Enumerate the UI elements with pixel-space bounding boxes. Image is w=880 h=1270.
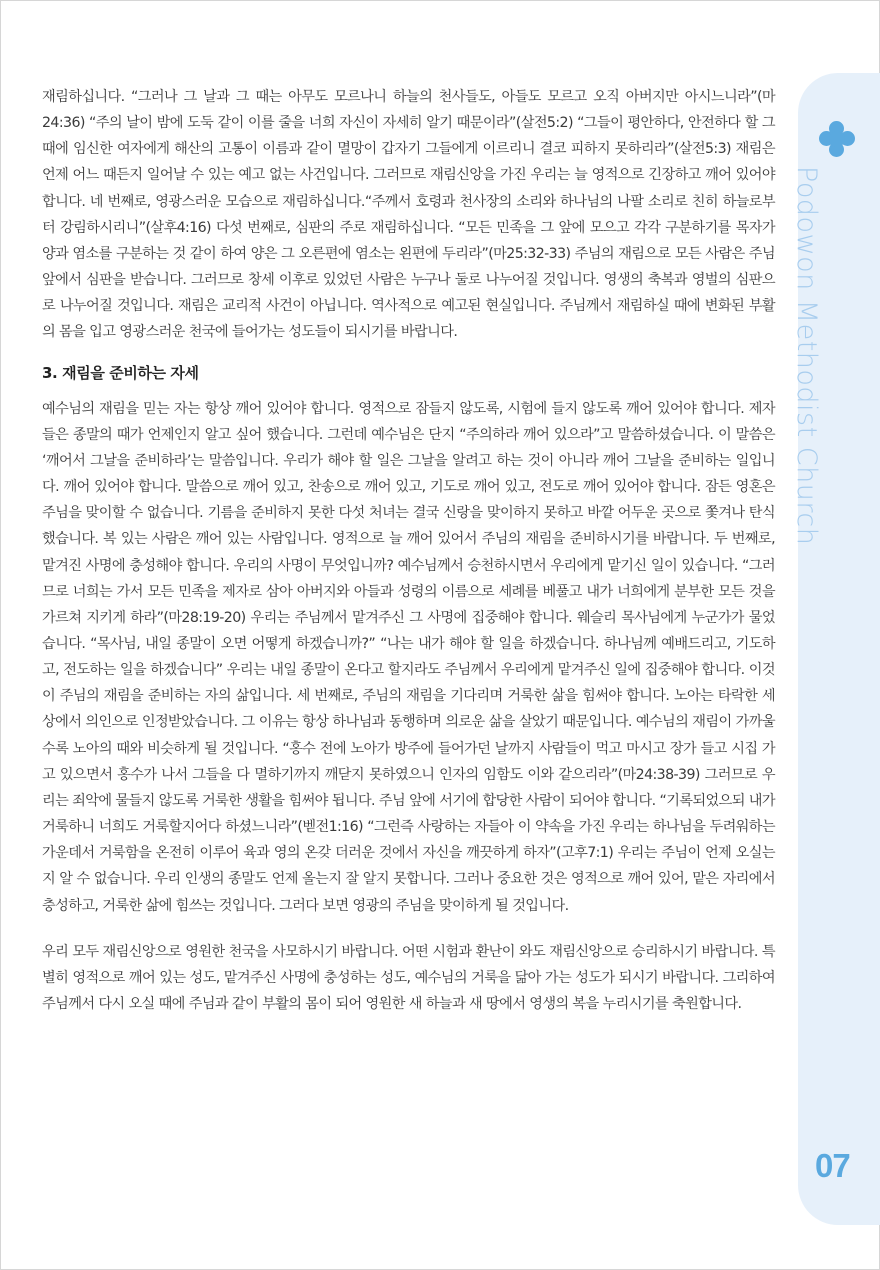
section-heading: 3. 재림을 준비하는 자세: [42, 363, 199, 382]
paragraph-3: 우리 모두 재림신앙으로 영원한 천국을 사모하시기 바랍니다. 어떤 시험과 환난이 와도 재림신앙으로 승리하시기 바랍니다. 특별히 영적으로 깨어 있는 성도, 맡겨주신 사명에 충성하는 성도, 예수님의 거룩을 닮아 가는 성도가 되시기 바랍니다. 그리하여 주님께서 다시 오실 때에 주님과 같이 부활의 몸이 되어 영원한 새 하늘과 새 땅에서 영생의 복을 누리시기를 축원합니다.: [42, 943, 775, 1012]
page-number: 07: [815, 1147, 850, 1184]
church-logo-icon: [819, 121, 855, 157]
paragraph-1: 재림하십니다. “그러나 그 날과 그 때는 아무도 모르나니 하늘의 천사들도, 아들도 모르고 오직 아버지만 아시느니라”(마24:36) “주의 날이 밤에 도둑 같이 이를 줄을 너희 자신이 자세히 알기 때문이라”(살전5:2) “그들이 평안하다, 안전하다 할 그 때에 임신한 여자에게 해산의 고통이 이름과 같이 멸망이 갑자기 그들에게 이르리니 결코 피하지 못하리라”(살전5:3) 재림은 언제 어느 때든지 일어날 수 있는 예고 없는 사건입니다. 그러므로 재림신앙을 가진 우리는 늘 영적으로 긴장하고 깨어 있어야 합니다. 네 번째로, 영광스러운 모습으로 재림하십니다.“주께서 호령과 천사장의 소리와 하나님의 나팔 소리로 친히 하늘로부터 강림하시리니”(살후4:16) 다섯 번째로, 심판의 주로 재림하십니다. “모든 민족을 그 앞에 모으고 각각 구분하기를 목자가 양과 염소를 구분하는 것 같이 하여 양은 그 오른편에 염소는 왼편에 두리라”(마25:32-33) 주님의 재림으로 모든 사람은 주님 앞에서 심판을 받습니다. 그러므로 창세 이후로 있었던 사람은 누구나 둘로 나누어질 것입니다. 영생의 축복과 영벌의 심판으로 나누어질 것입니다. 재림은 교리적 사건이 아닙니다. 역사적으로 예고된 현실입니다. 주님께서 재림하실 때에 변화된 부활의 몸을 입고 영광스러운 천국에 들어가는 성도들이 되시기를 바랍니다.: [42, 89, 775, 341]
church-name: Podowon Methodist Church: [791, 166, 822, 546]
paragraph-2: 예수님의 재림을 믿는 자는 항상 깨어 있어야 합니다. 영적으로 잠들지 않도록, 시험에 들지 않도록 깨어 있어야 합니다. 제자들은 종말의 때가 언제인지 알고 싶어 했습니다. 그런데 예수님은 단지 “주의하라 깨어 있으라”고 말씀하셨습니다. 이 말씀은 ‘깨어서 그날을 준비하라’는 말씀입니다. 우리가 해야 할 일은 그날을 알려고 하는 것이 아니라 깨어 그날을 준비하는 일입니다. 깨어 있어야 합니다. 말씀으로 깨어 있고, 찬송으로 깨어 있고, 기도로 깨어 있고, 전도로 깨어 있어야 합니다. 잠든 영혼은 주님을 맞이할 수 없습니다. 기름을 준비하지 못한 다섯 처녀는 결국 신랑을 맞이하지 못하고 바깥 어두운 곳으로 쫓겨나 탄식했습니다. 복 있는 사람은 깨어 있는 사람입니다. 영적으로 늘 깨어 있어서 주님의 재림을 준비하시기를 바랍니다. 두 번째로, 맡겨진 사명에 충성해야 합니다. 우리의 사명이 무엇입니까? 예수님께서 승천하시면서 우리에게 맡기신 일이 있습니다. “그러므로 너희는 가서 모든 민족을 제자로 삼아 아버지와 아들과 성령의 이름으로 세례를 베풀고 내가 너희에게 분부한 모든 것을 가르쳐 지키게 하라”(마28:19-20) 우리는 주님께서 맡겨주신 그 사명에 집중해야 합니다. 웨슬리 목사님에게 누군가가 물었습니다. “목사님, 내일 종말이 오면 어떻게 하겠습니까?” “나는 내가 해야 할 일을 하겠습니다. 하나님께 예배드리고, 기도하고, 전도하는 일을 하겠습니다” 우리는 내일 종말이 온다고 할지라도 주님께서 우리에게 맡겨주신 일에 집중해야 합니다. 이것이 주님의 재림을 준비하는 자의 삶입니다. 세 번째로, 주님의 재림을 기다리며 거룩한 삶을 힘써야 합니다. 노아는 타락한 세상에서 의인으로 인정받았습니다. 그 이유는 항상 하나님과 동행하며 의로운 삶을 살았기 때문입니다. 예수님의 재림이 가까울수록 노아의 때와 비슷하게 될 것입니다. “홍수 전에 노아가 방주에 들어가던 날까지 사람들이 먹고 마시고 장가 들고 시집 가고 있으면서 홍수가 나서 그들을 다 멸하기까지 깨닫지 못하였으니 인자의 임함도 이와 같으리라”(마24:38-39) 그러므로 우리는 죄악에 물들지 않도록 거룩한 생활을 힘써야 됩니다. 주님 앞에 서기에 합당한 사람이 되어야 합니다. “기록되었으되 내가 거룩하니 너희도 거룩할지어다 하셨느니라”(벧전1:16) “그런즉 사랑하는 자들아 이 약속을 가진 우리는 하나님을 두려워하는 가운데서 거룩함을 온전히 이루어 육과 영의 온갖 더러운 것에서 자신을 깨끗하게 하자”(고후7:1) 우리는 주님이 언제 오실는지 알 수 없습니다. 우리 인생의 종말도 언제 올는지 잘 알지 못합니다. 그러나 중요한 것은 영적으로 깨어 있어, 맡은 자리에서 충성하고, 거룩한 삶에 힘쓰는 것입니다. 그러다 보면 영광의 주님을 맞이하게 될 것입니다.: [42, 400, 775, 914]
article-body: [42, 84, 775, 1017]
